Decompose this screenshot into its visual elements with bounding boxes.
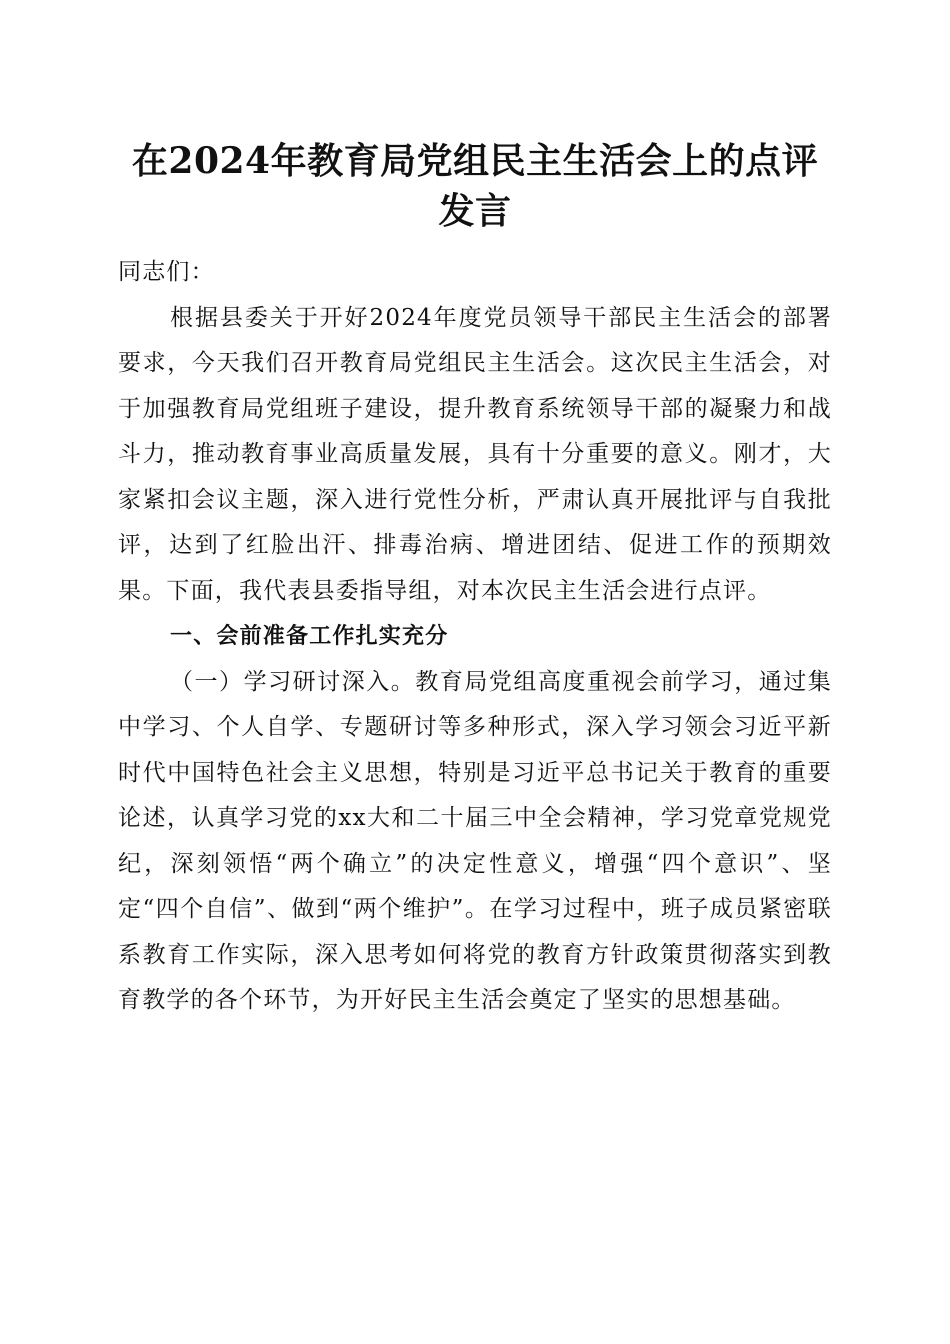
document-body: [118, 250, 832, 1024]
document-title: 在2024年教育局党组民主生活会上的点评发言: [131, 140, 819, 232]
salutation: 同志们：: [118, 259, 215, 285]
section-paragraph: （一）学习研讨深入。教育局党组高度重视会前学习，通过集中学习、个人自学、专题研讨等多种形式，深入学习领会习近平新时代中国特色社会主义思想，特别是习近平总书记关于教育的重要论述，认真学习党的xx大和二十届三中全会精神，学习党章党规党纪，深刻领悟“两个确立”的决定性意义，增强“四个意识”、坚定“四个自信”、做到“两个维护”。在学习过程中，班子成员紧密联系教育工作实际，深入思考如何将党的教育方针政策贯彻落实到教育教学的各个环节，为开好民主生活会奠定了坚实的思想基础。: [118, 668, 832, 1013]
section-heading: 一、会前准备工作扎实充分: [170, 624, 449, 649]
intro-paragraph: 根据县委关于开好2024年度党员领导干部民主生活会的部署要求，今天我们召开教育局党组民主生活会。这次民主生活会，对于加强教育局党组班子建设，提升教育系统领导干部的凝聚力和战斗力，推动教育事业高质量发展，具有十分重要的意义。刚才，大家紧扣会议主题，深入进行党性分析，严肃认真开展批评与自我批评，达到了红脸出汗、排毒治病、增进团结、促进工作的预期效果。下面，我代表县委指导组，对本次民主生活会进行点评。: [118, 304, 832, 604]
